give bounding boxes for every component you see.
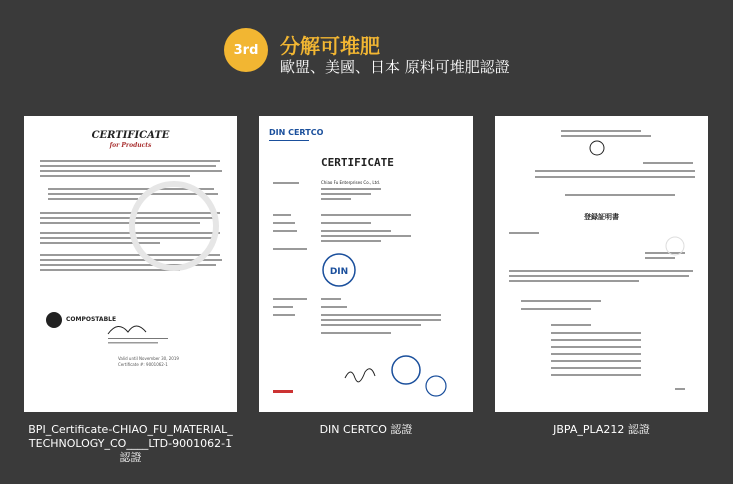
jbpa-certificate-image bbox=[495, 116, 708, 412]
jbpa-cert-body-lines bbox=[495, 116, 708, 412]
din-cert-body-lines bbox=[259, 116, 473, 412]
step-badge: 3rd bbox=[224, 28, 268, 72]
bpi-logo-text: COMPOSTABLE bbox=[66, 316, 117, 323]
din-seal-text: DIN bbox=[329, 267, 349, 277]
din-certco-brand: DIN CERTCO bbox=[269, 128, 324, 137]
page-title: 分解可堆肥 bbox=[280, 34, 380, 58]
bpi-certificate-image bbox=[24, 116, 237, 412]
din-caption: DIN CERTCO 認證 bbox=[319, 423, 413, 436]
din-cert-holder: Chiao Fu Enterprises Co., Ltd. bbox=[321, 180, 381, 185]
bpi-cert-body-lines bbox=[24, 116, 237, 412]
din-cert-heading: CERTIFICATE bbox=[321, 156, 394, 169]
bpi-valid-until: Valid until November 30, 2019 bbox=[118, 356, 179, 361]
bpi-cert-number: Certificate #: 9001062-1 bbox=[118, 362, 168, 367]
page-subtitle: 歐盟、美國、日本 原料可堆肥認證 bbox=[280, 58, 510, 76]
din-certco-certificate-image bbox=[259, 116, 473, 412]
bpi-caption: BPI_Certificate-CHIAO_FU_MATERIAL_ TECHNOLOGY_CO____LTD-9001062-1 認證 bbox=[28, 423, 233, 464]
jbpa-caption: JBPA_PLA212 認證 bbox=[553, 423, 650, 436]
bpi-cert-heading: CERTIFICATE bbox=[91, 130, 170, 141]
bpi-cert-subheading: for Products bbox=[109, 142, 152, 149]
jbpa-cert-heading: 登録証明書 bbox=[584, 213, 619, 221]
